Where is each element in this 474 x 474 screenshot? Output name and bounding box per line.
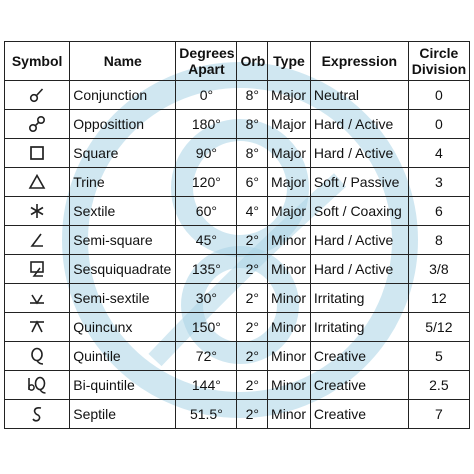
division-cell: 8 [408, 226, 469, 255]
orb-cell: 2° [237, 313, 268, 342]
type-cell: Major [268, 168, 311, 197]
header-symbol: Symbol [5, 42, 70, 81]
table-row [5, 110, 470, 139]
degrees-cell: 180° [176, 110, 237, 139]
semi-square-icon [27, 230, 47, 250]
symbol-cell [5, 197, 70, 226]
trine-icon [27, 172, 47, 192]
expression-cell: Irritating [310, 313, 408, 342]
name-cell: Septile [70, 400, 176, 429]
orb-cell: 4° [237, 197, 268, 226]
name-cell: Trine [70, 168, 176, 197]
type-cell: Major [268, 110, 311, 139]
symbol-cell [5, 313, 70, 342]
degrees-cell: 120° [176, 168, 237, 197]
table-row [5, 139, 470, 168]
name-cell: Quintile [70, 342, 176, 371]
table-row [5, 81, 470, 110]
symbol-cell [5, 400, 70, 429]
type-cell: Minor [268, 226, 311, 255]
table-row [5, 342, 470, 371]
header-division: Circle Division [408, 42, 469, 81]
expression-cell: Hard / Active [310, 226, 408, 255]
division-cell: 3 [408, 168, 469, 197]
degrees-cell: 60° [176, 197, 237, 226]
division-cell: 7 [408, 400, 469, 429]
table-row [5, 168, 470, 197]
symbol-cell [5, 342, 70, 371]
type-cell: Major [268, 197, 311, 226]
division-cell: 2.5 [408, 371, 469, 400]
type-cell: Minor [268, 255, 311, 284]
division-cell: 12 [408, 284, 469, 313]
sextile-icon [27, 201, 47, 221]
division-cell: 3/8 [408, 255, 469, 284]
name-cell: Sesquiquadrate [70, 255, 176, 284]
table-row [5, 255, 470, 284]
table-row [5, 371, 470, 400]
header-row [5, 42, 470, 81]
name-cell: Conjunction [70, 81, 176, 110]
degrees-cell: 0° [176, 81, 237, 110]
symbol-cell [5, 81, 70, 110]
symbol-cell [5, 226, 70, 255]
orb-cell: 2° [237, 342, 268, 371]
symbol-cell [5, 168, 70, 197]
header-expression: Expression [310, 42, 408, 81]
degrees-cell: 30° [176, 284, 237, 313]
expression-cell: Creative [310, 371, 408, 400]
type-cell: Minor [268, 342, 311, 371]
expression-cell: Soft / Passive [310, 168, 408, 197]
square-icon [27, 143, 47, 163]
type-cell: Minor [268, 284, 311, 313]
orb-cell: 8° [237, 110, 268, 139]
expression-cell: Creative [310, 342, 408, 371]
opposition-icon [27, 114, 47, 134]
degrees-cell: 72° [176, 342, 237, 371]
division-cell: 6 [408, 197, 469, 226]
table-row [5, 400, 470, 429]
division-cell: 0 [408, 110, 469, 139]
symbol-cell [5, 284, 70, 313]
orb-cell: 2° [237, 371, 268, 400]
table-row [5, 284, 470, 313]
orb-cell: 2° [237, 400, 268, 429]
name-cell: Square [70, 139, 176, 168]
symbol-cell [5, 110, 70, 139]
name-cell: Bi-quintile [70, 371, 176, 400]
orb-cell: 2° [237, 226, 268, 255]
aspects-table [4, 41, 470, 429]
degrees-cell: 51.5° [176, 400, 237, 429]
expression-cell: Neutral [310, 81, 408, 110]
name-cell: Sextile [70, 197, 176, 226]
table-row [5, 313, 470, 342]
conjunction-icon [27, 85, 47, 105]
division-cell: 5/12 [408, 313, 469, 342]
symbol-cell [5, 255, 70, 284]
type-cell: Major [268, 81, 311, 110]
expression-cell: Irritating [310, 284, 408, 313]
type-cell: Minor [268, 313, 311, 342]
expression-cell: Hard / Active [310, 255, 408, 284]
type-cell: Minor [268, 371, 311, 400]
orb-cell: 8° [237, 139, 268, 168]
semi-sextile-icon [27, 288, 47, 308]
orb-cell: 2° [237, 255, 268, 284]
expression-cell: Soft / Coaxing [310, 197, 408, 226]
orb-cell: 6° [237, 168, 268, 197]
degrees-cell: 45° [176, 226, 237, 255]
degrees-cell: 90° [176, 139, 237, 168]
division-cell: 0 [408, 81, 469, 110]
header-degrees: Degrees Apart [176, 42, 237, 81]
expression-cell: Hard / Active [310, 139, 408, 168]
orb-cell: 2° [237, 284, 268, 313]
sesquiquadrate-icon [27, 259, 47, 279]
degrees-cell: 144° [176, 371, 237, 400]
table-row [5, 197, 470, 226]
septile-icon [27, 404, 47, 424]
header-type: Type [268, 42, 311, 81]
expression-cell: Hard / Active [310, 110, 408, 139]
type-cell: Minor [268, 400, 311, 429]
name-cell: Semi-square [70, 226, 176, 255]
degrees-cell: 135° [176, 255, 237, 284]
degrees-cell: 150° [176, 313, 237, 342]
quincunx-icon [27, 317, 47, 337]
header-orb: Orb [237, 42, 268, 81]
name-cell: Semi-sextile [70, 284, 176, 313]
quintile-icon [27, 346, 47, 366]
division-cell: 4 [408, 139, 469, 168]
orb-cell: 8° [237, 81, 268, 110]
symbol-cell [5, 139, 70, 168]
header-name: Name [70, 42, 176, 81]
type-cell: Major [268, 139, 311, 168]
bi-quintile-icon [27, 375, 47, 395]
name-cell: Quincunx [70, 313, 176, 342]
name-cell: Opposittion [70, 110, 176, 139]
expression-cell: Creative [310, 400, 408, 429]
division-cell: 5 [408, 342, 469, 371]
symbol-cell [5, 371, 70, 400]
table-row [5, 226, 470, 255]
